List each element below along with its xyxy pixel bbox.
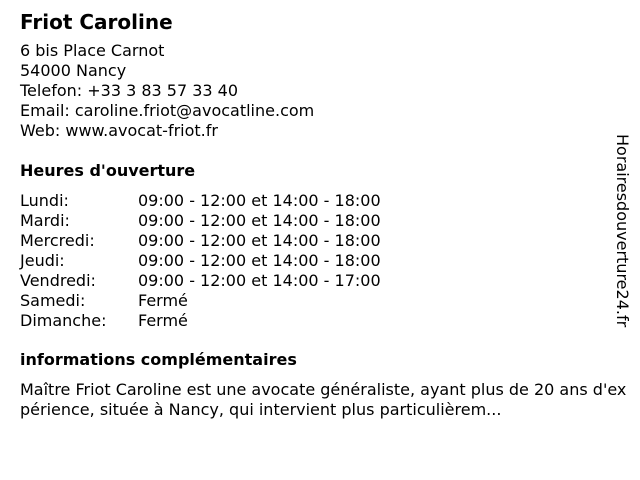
day-label: Jeudi: (20, 251, 65, 270)
hours-row-lundi (20, 191, 630, 211)
hours-value: Fermé (138, 311, 188, 330)
address-line-2: 54000 Nancy (20, 61, 127, 80)
hours-value: Fermé (138, 291, 188, 310)
contact-block (20, 41, 630, 141)
business-card (20, 8, 630, 420)
hours-row-dimanche (20, 311, 630, 331)
hours-value: 09:00 - 12:00 et 14:00 - 18:00 (138, 191, 381, 210)
address-line-1: 6 bis Place Carnot (20, 41, 165, 60)
watermark-text: Horairesdouverture24.fr (613, 134, 632, 328)
email-line: Email: caroline.friot@avocatline.com (20, 101, 315, 120)
hours-row-mercredi (20, 231, 630, 251)
hours-value: 09:00 - 12:00 et 14:00 - 17:00 (138, 271, 381, 290)
business-name: Friot Caroline (20, 10, 173, 34)
phone-line: Telefon: +33 3 83 57 33 40 (20, 81, 239, 100)
day-label: Lundi: (20, 191, 69, 210)
website-line: Web: www.avocat-friot.fr (20, 121, 218, 140)
day-label: Samedi: (20, 291, 86, 310)
hours-value: 09:00 - 12:00 et 14:00 - 18:00 (138, 231, 381, 250)
hours-row-mardi (20, 211, 630, 231)
hours-row-vendredi (20, 271, 630, 291)
day-label: Dimanche: (20, 311, 107, 330)
hours-value: 09:00 - 12:00 et 14:00 - 18:00 (138, 251, 381, 270)
site-watermark (610, 134, 640, 344)
additional-info-heading: informations complémentaires (20, 350, 297, 369)
day-label: Mercredi: (20, 231, 95, 250)
day-label: Mardi: (20, 211, 70, 230)
hours-value: 09:00 - 12:00 et 14:00 - 18:00 (138, 211, 381, 230)
opening-hours-heading: Heures d'ouverture (20, 161, 196, 180)
additional-info-text: Maître Friot Caroline est une avocate généraliste, ayant plus de 20 ans d'expérience, située à Nancy, qui intervient plus particulièrem... (20, 380, 627, 419)
opening-hours-table (20, 191, 630, 331)
hours-row-jeudi (20, 251, 630, 271)
day-label: Vendredi: (20, 271, 96, 290)
hours-row-samedi (20, 291, 630, 311)
